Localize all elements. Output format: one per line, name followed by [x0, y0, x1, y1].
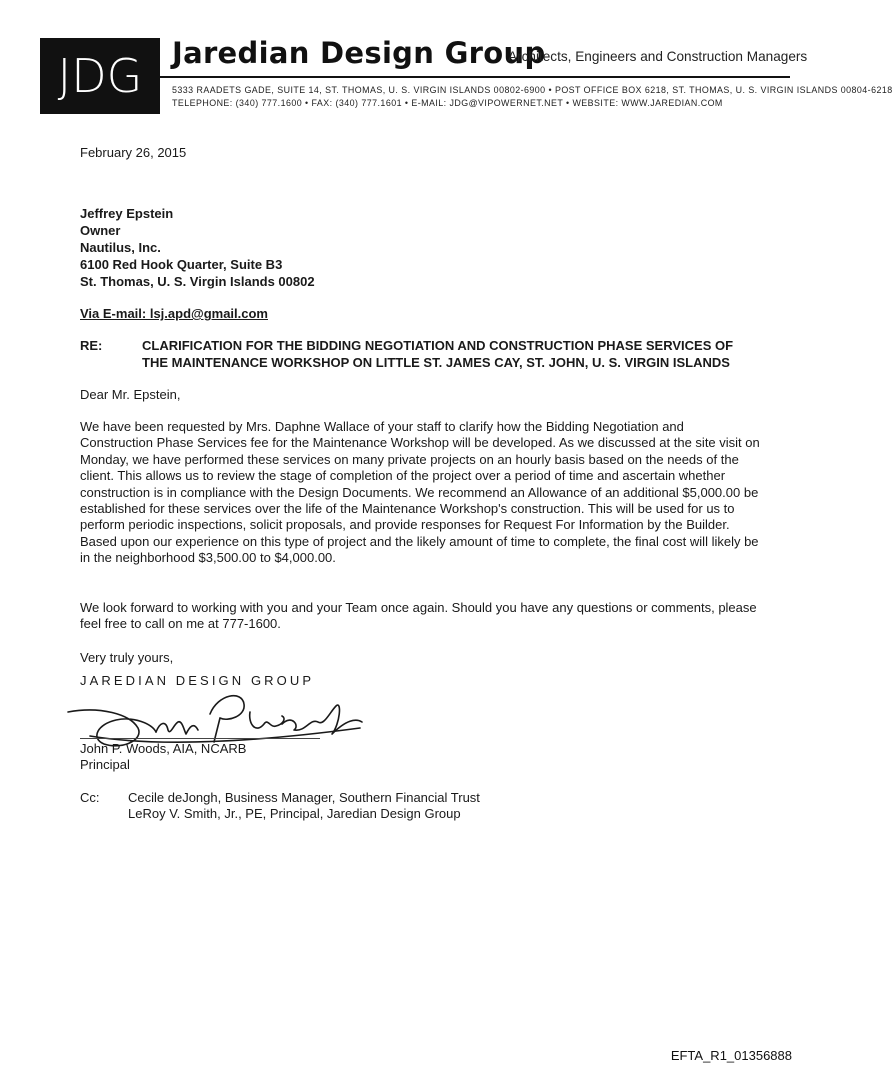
firm-address: 5333 RAADETS GADE, SUITE 14, ST. THOMAS, U. S. VIRGIN ISLANDS 00802-6900 • POST OFFICE BOX 6218, ST. THOMAS, U. S. VIRGIN ISLANDS 00804-6218: [172, 85, 893, 95]
recipient-block: [80, 205, 315, 290]
re-subject: CLARIFICATION FOR THE BIDDING NEGOTIATION AND CONSTRUCTION PHASE SERVICES OF THE MAINTENANCE WORKSHOP ON LITTLE ST. JAMES CAY, ST. JOHN, U. S. VIRGIN ISLANDS: [142, 338, 734, 370]
closing: Very truly yours,: [80, 650, 174, 665]
salutation: Dear Mr. Epstein,: [80, 387, 181, 402]
signature-stroke-4: [250, 712, 284, 728]
firm-name: Jaredian Design Group: [172, 36, 546, 70]
document-id: EFTA_R1_01356888: [670, 1048, 792, 1063]
cc-label: Cc:: [80, 790, 100, 805]
firm-signature-line: JAREDIAN DESIGN GROUP: [80, 673, 315, 688]
cc-recipient: LeRoy V. Smith, Jr., PE, Principal, Jaredian Design Group: [128, 806, 461, 821]
recipient-street: 6100 Red Hook Quarter, Suite B3: [80, 257, 283, 272]
recipient-company: Nautilus, Inc.: [80, 240, 161, 255]
firm-tagline: Architects, Engineers and Construction Managers: [508, 49, 808, 64]
signature-stroke-3: [210, 696, 244, 742]
recipient-name: Jeffrey Epstein: [80, 206, 174, 221]
logo-text: JDG: [57, 49, 143, 103]
signer-name: John P. Woods, AIA, NCARB: [80, 741, 247, 756]
firm-contact: TELEPHONE: (340) 777.1600 • FAX: (340) 777.1601 • E-MAIL: JDG@VIPOWERNET.NET • WEBSITE: WWW.JAREDIAN.COM: [172, 98, 723, 108]
body-paragraph-1: We have been requested by Mrs. Daphne Wallace of your staff to clarify how the Bidding Negotiation and Construction Phase Services fee for the Maintenance Workshop will be developed. As we discussed at the site visit on Monday, we have performed these services on many private projects on an hourly basis based on the needs of the client. This allows us to review the stage of completion of the project over a period of time and ascertain whether construction is in compliance with the Design Documents. We recommend an Allowance of an additional $5,000.00 be established for these services over the life of the Maintenance Workshop's construction. This will be used for us to perform periodic inspections, solicit proposals, and provide responses for Request For Information by the Builder. Based upon our experience on this type of project and the likely amount of time to complete, the final cost will likely be in the neighborhood $3,500.00 to $4,000.00.: [80, 419, 760, 566]
signer-title: Principal: [80, 757, 130, 772]
signature-stroke-2: [156, 722, 198, 734]
recipient-city: St. Thomas, U. S. Virgin Islands 00802: [80, 274, 315, 289]
recipient-title: Owner: [80, 223, 121, 238]
signature-rule: [80, 738, 320, 739]
signature-underline: [90, 728, 360, 742]
body-paragraph-2: We look forward to working with you and your Team once again. Should you have any questions or comments, please feel free to call on me at 777-1600.: [80, 600, 757, 632]
via-email: Via E-mail: lsj.apd@gmail.com: [80, 306, 268, 321]
letter-date: February 26, 2015: [80, 145, 187, 160]
re-label: RE:: [80, 338, 103, 353]
cc-recipient: Cecile deJongh, Business Manager, Southern Financial Trust: [128, 790, 480, 805]
logo: [40, 38, 160, 114]
header-divider: [160, 76, 790, 78]
